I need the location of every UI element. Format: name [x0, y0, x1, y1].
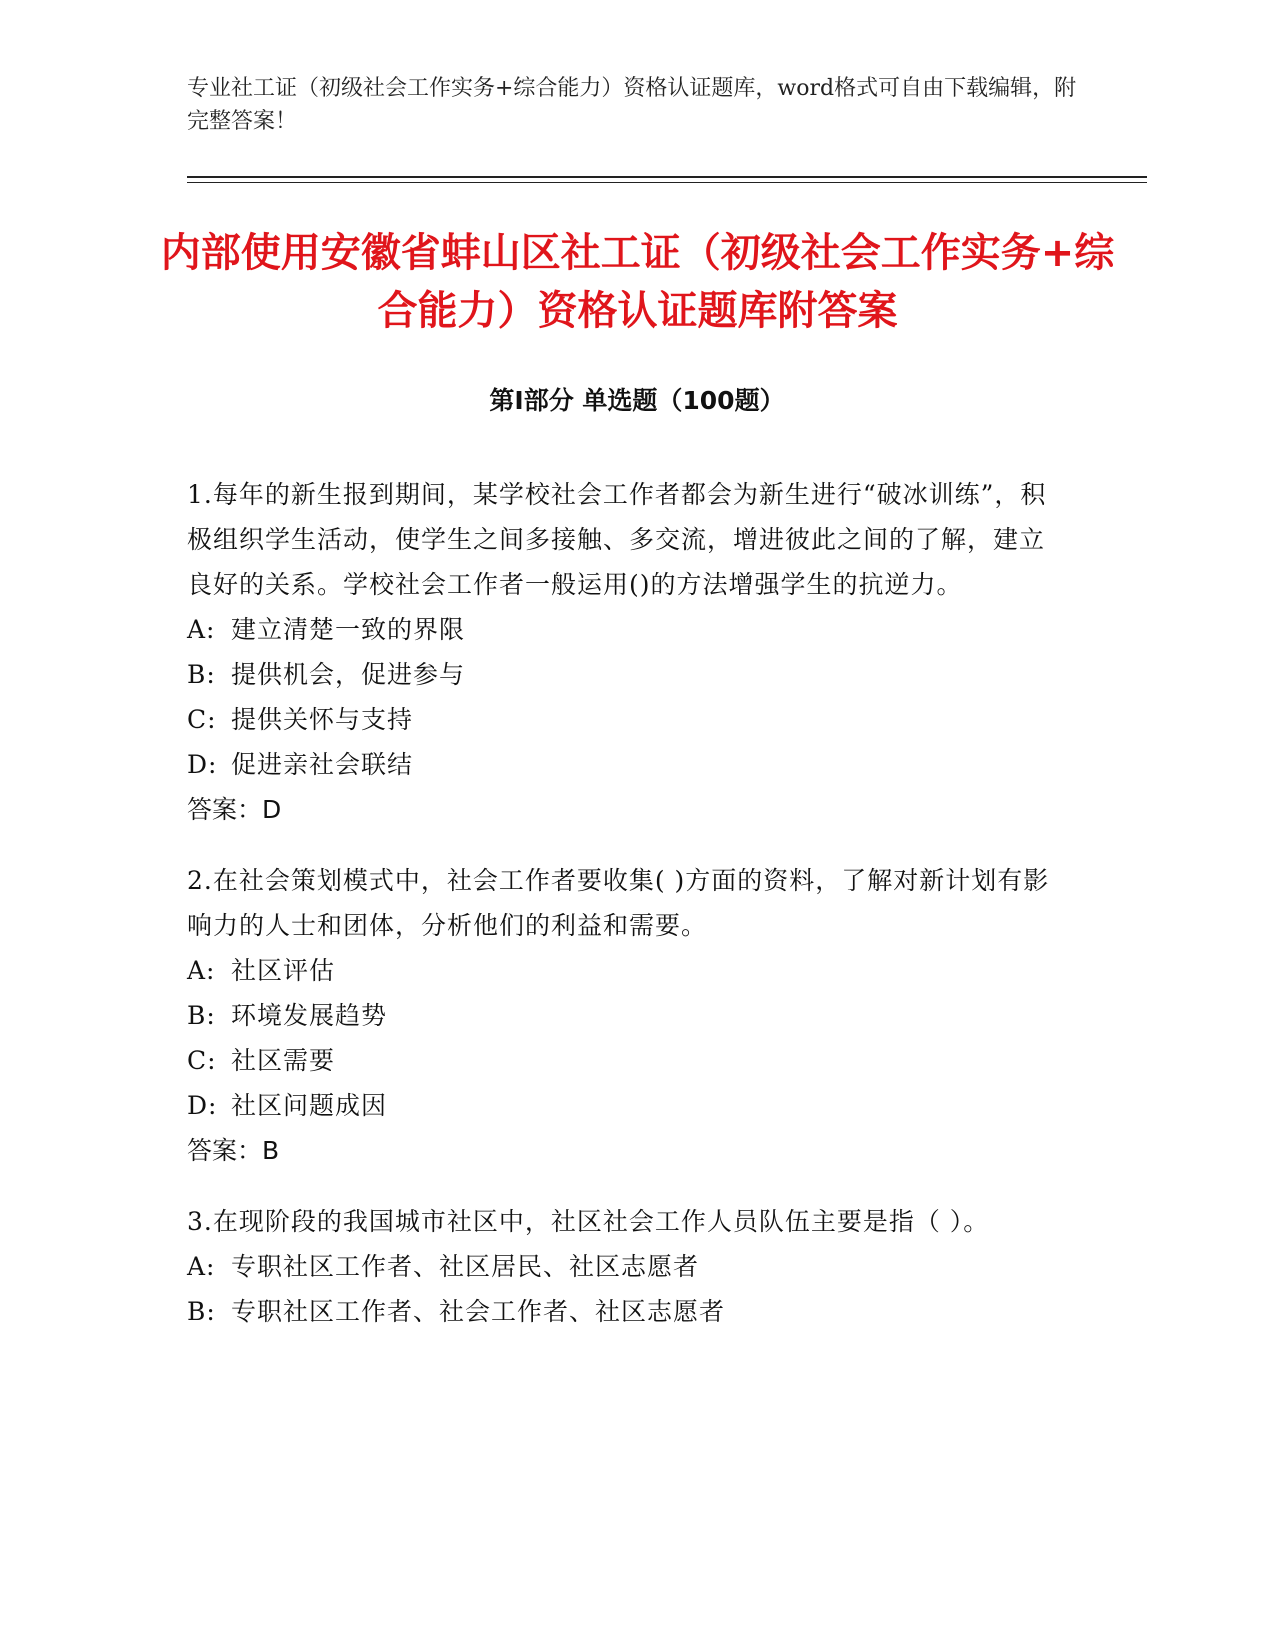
- option-key: C:: [187, 705, 217, 734]
- option-text: 建立清楚一致的界限: [231, 615, 466, 644]
- answer-line: 答案：B: [187, 1136, 280, 1165]
- option-d: [187, 742, 1067, 787]
- header-note: 专业社工证（初级社会工作实务+综合能力）资格认证题库，word格式可自由下载编辑，附完整答案！: [187, 76, 1077, 134]
- question-stem: 3.在现阶段的我国城市社区中，社区社会工作人员队伍主要是指（ ）。: [187, 1207, 990, 1236]
- option-key: A:: [187, 956, 216, 985]
- option-b: [187, 1289, 1067, 1334]
- option-a: [187, 948, 1067, 993]
- option-key: C:: [187, 1046, 217, 1075]
- option-d: [187, 1083, 1067, 1128]
- answer-line: 答案：D: [187, 795, 282, 824]
- option-c: [187, 1038, 1067, 1083]
- option-key: D:: [187, 1091, 218, 1120]
- option-c: [187, 697, 1067, 742]
- question-3: [187, 1199, 1067, 1334]
- option-text: 专职社区工作者、社区居民、社区志愿者: [231, 1252, 700, 1281]
- option-key: A:: [187, 1252, 216, 1281]
- option-text: 环境发展趋势: [231, 1001, 388, 1030]
- option-text: 社区需要: [231, 1046, 336, 1075]
- option-key: B:: [187, 660, 216, 689]
- option-key: B:: [187, 1001, 216, 1030]
- section-title: 第Ⅰ部分 单选题（100题）: [489, 386, 785, 415]
- question-stem: 1.每年的新生报到期间，某学校社会工作者都会为新生进行“破冰训练”，积极组织学生活动，使学生之间多接触、多交流，增进彼此之间的了解，建立良好的关系。学校社会工作者一般运用()的方法增强学生的抗逆力。: [187, 480, 1047, 599]
- question-list: [187, 472, 1067, 1360]
- option-text: 社区评估: [231, 956, 336, 985]
- option-a: [187, 1244, 1067, 1289]
- question-stem: 2.在社会策划模式中，社会工作者要收集( )方面的资料，了解对新计划有影响力的人士和团体，分析他们的利益和需要。: [187, 866, 1050, 940]
- option-key: D:: [187, 750, 218, 779]
- option-key: B:: [187, 1297, 216, 1326]
- header-divider-thin: [187, 182, 1147, 183]
- question-2: [187, 858, 1067, 1173]
- question-1: [187, 472, 1067, 832]
- option-text: 促进亲社会联结: [231, 750, 414, 779]
- option-a: [187, 607, 1067, 652]
- option-text: 提供关怀与支持: [231, 705, 414, 734]
- option-text: 提供机会，促进参与: [231, 660, 466, 689]
- option-text: 专职社区工作者、社会工作者、社区志愿者: [231, 1297, 726, 1326]
- option-key: A:: [187, 615, 216, 644]
- header-divider-thick: [187, 176, 1147, 178]
- option-b: [187, 652, 1067, 697]
- document-title: 内部使用安徽省蚌山区社工证（初级社会工作实务+综合能力）资格认证题库附答案: [160, 230, 1115, 334]
- option-b: [187, 993, 1067, 1038]
- option-text: 社区问题成因: [231, 1091, 388, 1120]
